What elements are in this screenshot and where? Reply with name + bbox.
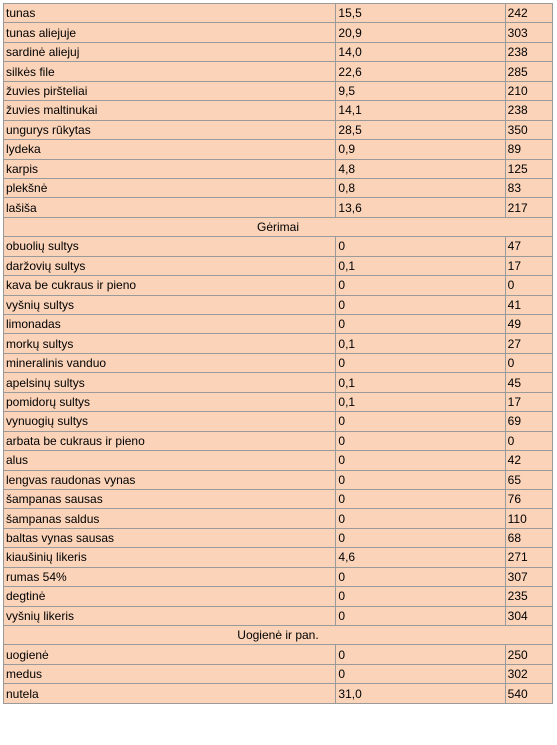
kcal-cell: 302 (506, 665, 552, 683)
kcal-cell: 235 (506, 587, 552, 605)
food-name-cell: rumas 54% (4, 568, 335, 586)
table-body (4, 4, 552, 703)
food-name-cell: ungurys rūkytas (4, 121, 335, 139)
kcal-cell: 0 (506, 276, 552, 294)
kcal-cell: 242 (506, 4, 552, 22)
protein-cell: 0,1 (336, 373, 504, 391)
food-name-cell: morkų sultys (4, 334, 335, 352)
table-row (4, 160, 552, 178)
protein-cell: 0,1 (336, 334, 504, 352)
kcal-cell: 125 (506, 160, 552, 178)
table-row (4, 315, 552, 333)
food-name-cell: vyšnių sultys (4, 296, 335, 314)
protein-cell: 0 (336, 471, 504, 489)
table-row (4, 4, 552, 22)
food-name-cell: tunas aliejuje (4, 23, 335, 41)
table-row (4, 645, 552, 663)
table-row (4, 101, 552, 119)
kcal-cell: 238 (506, 43, 552, 61)
kcal-cell: 304 (506, 607, 552, 625)
food-name-cell: degtinė (4, 587, 335, 605)
kcal-cell: 89 (506, 140, 552, 158)
kcal-cell: 17 (506, 257, 552, 275)
table-row (4, 140, 552, 158)
protein-cell: 0 (336, 645, 504, 663)
food-name-cell: obuolių sultys (4, 237, 335, 255)
food-name-cell: silkės file (4, 62, 335, 80)
table-row (4, 412, 552, 430)
table-row (4, 296, 552, 314)
kcal-cell: 303 (506, 23, 552, 41)
kcal-cell: 350 (506, 121, 552, 139)
table-row (4, 607, 552, 625)
protein-cell: 4,6 (336, 548, 504, 566)
protein-cell: 0 (336, 237, 504, 255)
kcal-cell: 0 (506, 354, 552, 372)
table-row (4, 568, 552, 586)
table-row (4, 684, 552, 702)
protein-cell: 0 (336, 490, 504, 508)
protein-cell: 0 (336, 315, 504, 333)
table-row (4, 548, 552, 566)
kcal-cell: 27 (506, 334, 552, 352)
kcal-cell: 69 (506, 412, 552, 430)
protein-cell: 0 (336, 296, 504, 314)
food-name-cell: kava be cukraus ir pieno (4, 276, 335, 294)
food-name-cell: daržovių sultys (4, 257, 335, 275)
food-name-cell: kiaušinių likeris (4, 548, 335, 566)
food-name-cell: žuvies piršteliai (4, 82, 335, 100)
food-name-cell: tunas (4, 4, 335, 22)
kcal-cell: 45 (506, 373, 552, 391)
protein-cell: 0 (336, 587, 504, 605)
food-name-cell: sardinė aliejuj (4, 43, 335, 61)
table-row (4, 237, 552, 255)
table-row (4, 23, 552, 41)
protein-cell: 14,0 (336, 43, 504, 61)
protein-cell: 0 (336, 412, 504, 430)
food-name-cell: karpis (4, 160, 335, 178)
table-row (4, 82, 552, 100)
kcal-cell: 217 (506, 198, 552, 216)
food-name-cell: vynuogių sultys (4, 412, 335, 430)
protein-cell: 22,6 (336, 62, 504, 80)
table-row (4, 276, 552, 294)
food-name-cell: alus (4, 451, 335, 469)
protein-cell: 9,5 (336, 82, 504, 100)
protein-cell: 0 (336, 568, 504, 586)
protein-cell: 0 (336, 607, 504, 625)
section-header: Uogienė ir pan. (4, 626, 552, 644)
food-name-cell: limonadas (4, 315, 335, 333)
kcal-cell: 47 (506, 237, 552, 255)
table-row (4, 490, 552, 508)
table-row (4, 257, 552, 275)
food-name-cell: vyšnių likeris (4, 607, 335, 625)
protein-cell: 0,8 (336, 179, 504, 197)
kcal-cell: 0 (506, 432, 552, 450)
food-name-cell: apelsinų sultys (4, 373, 335, 391)
kcal-cell: 238 (506, 101, 552, 119)
food-name-cell: medus (4, 665, 335, 683)
table-row (4, 121, 552, 139)
table-row (4, 354, 552, 372)
table-row (4, 432, 552, 450)
protein-cell: 0,1 (336, 257, 504, 275)
kcal-cell: 83 (506, 179, 552, 197)
section-header-row (4, 626, 552, 644)
section-header-row (4, 218, 552, 236)
table-row (4, 179, 552, 197)
kcal-cell: 17 (506, 393, 552, 411)
protein-cell: 14,1 (336, 101, 504, 119)
section-header: Gėrimai (4, 218, 552, 236)
table-row (4, 665, 552, 683)
protein-cell: 4,8 (336, 160, 504, 178)
kcal-cell: 49 (506, 315, 552, 333)
kcal-cell: 76 (506, 490, 552, 508)
food-nutrition-table (3, 3, 553, 704)
kcal-cell: 41 (506, 296, 552, 314)
food-name-cell: šampanas saldus (4, 509, 335, 527)
kcal-cell: 42 (506, 451, 552, 469)
table-row (4, 587, 552, 605)
kcal-cell: 271 (506, 548, 552, 566)
protein-cell: 31,0 (336, 684, 504, 702)
table-row (4, 451, 552, 469)
kcal-cell: 540 (506, 684, 552, 702)
protein-cell: 28,5 (336, 121, 504, 139)
table-row (4, 529, 552, 547)
food-name-cell: lydeka (4, 140, 335, 158)
protein-cell: 0 (336, 354, 504, 372)
protein-cell: 0 (336, 451, 504, 469)
table-row (4, 62, 552, 80)
protein-cell: 0,1 (336, 393, 504, 411)
food-name-cell: baltas vynas sausas (4, 529, 335, 547)
kcal-cell: 110 (506, 509, 552, 527)
kcal-cell: 210 (506, 82, 552, 100)
food-name-cell: uogienė (4, 645, 335, 663)
food-name-cell: šampanas sausas (4, 490, 335, 508)
kcal-cell: 65 (506, 471, 552, 489)
protein-cell: 0 (336, 529, 504, 547)
table-row (4, 334, 552, 352)
protein-cell: 15,5 (336, 4, 504, 22)
table-row (4, 471, 552, 489)
protein-cell: 0 (336, 432, 504, 450)
table-row (4, 43, 552, 61)
food-name-cell: pomidorų sultys (4, 393, 335, 411)
table-row (4, 198, 552, 216)
protein-cell: 13,6 (336, 198, 504, 216)
kcal-cell: 250 (506, 645, 552, 663)
food-name-cell: plekšnė (4, 179, 335, 197)
food-name-cell: lašiša (4, 198, 335, 216)
kcal-cell: 68 (506, 529, 552, 547)
protein-cell: 0 (336, 276, 504, 294)
table-row (4, 509, 552, 527)
food-name-cell: nutela (4, 684, 335, 702)
food-name-cell: žuvies maltinukai (4, 101, 335, 119)
food-name-cell: lengvas raudonas vynas (4, 471, 335, 489)
protein-cell: 20,9 (336, 23, 504, 41)
food-name-cell: mineralinis vanduo (4, 354, 335, 372)
table-row (4, 393, 552, 411)
protein-cell: 0 (336, 665, 504, 683)
protein-cell: 0,9 (336, 140, 504, 158)
kcal-cell: 285 (506, 62, 552, 80)
food-name-cell: arbata be cukraus ir pieno (4, 432, 335, 450)
protein-cell: 0 (336, 509, 504, 527)
kcal-cell: 307 (506, 568, 552, 586)
table-row (4, 373, 552, 391)
